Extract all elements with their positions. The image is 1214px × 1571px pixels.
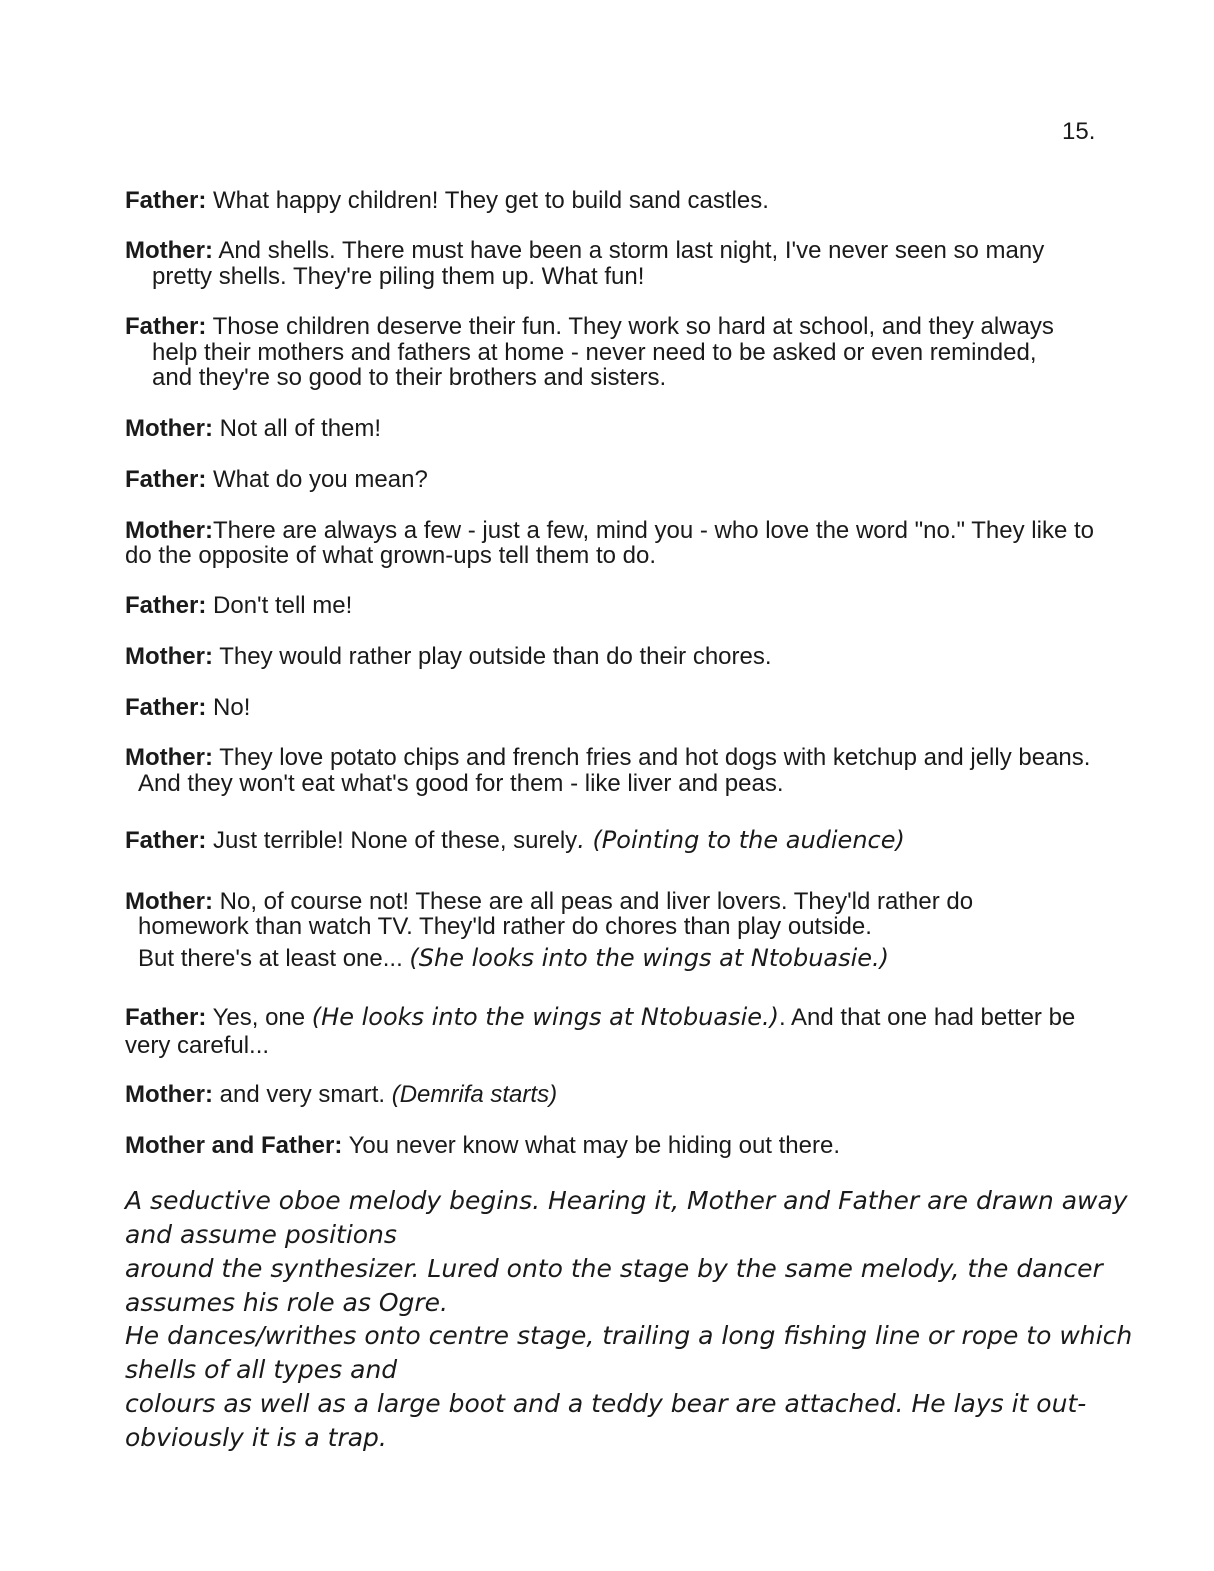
- dialogue-continuation: do the opposite of what grown-ups tell them to do.: [125, 542, 656, 569]
- dialogue-text: There are always a few - just a few, mind you - who love the word "no." They like to: [212, 517, 1094, 544]
- dialogue-text: Yes, one: [206, 1004, 312, 1031]
- dialogue-line: [125, 695, 250, 721]
- stage-direction-inline: (He looks into the wings at Ntobuasie.): [311, 1003, 780, 1031]
- stage-direction-inline: (Demrifa starts): [391, 1081, 558, 1108]
- speaker-name: Father:: [125, 827, 207, 854]
- dialogue-text: What do you mean?: [206, 466, 428, 493]
- speaker-name: Mother:: [125, 888, 213, 915]
- speaker-name: Father:: [125, 313, 207, 340]
- dialogue-text: Just terrible! None of these, surely: [206, 827, 578, 854]
- dialogue-line: [125, 416, 381, 442]
- dialogue-line: [125, 745, 1090, 771]
- dialogue-continuation: pretty shells. They're piling them up. What fun!: [152, 263, 645, 290]
- dialogue-line: [125, 593, 352, 619]
- speaker-name: Mother:: [125, 237, 213, 264]
- dialogue-continuation: very careful...: [125, 1032, 270, 1059]
- dialogue-text: Those children deserve their fun. They work so hard at school, and they always: [206, 313, 1054, 340]
- dialogue-continuation: homework than watch TV. They'ld rather do chores than play outside.: [138, 913, 872, 940]
- stage-direction-line: colours as well as a large boot and a teddy bear are attached. He lays it out-: [125, 1389, 1087, 1418]
- stage-direction-line: shells of all types and: [125, 1355, 398, 1384]
- dialogue-line: [125, 1082, 557, 1108]
- dialogue-text: No, of course not! These are all peas and liver lovers. They'ld rather do: [212, 888, 974, 915]
- speaker-name: Father:: [125, 466, 207, 493]
- dialogue-text: They love potato chips and french fries and hot dogs with ketchup and jelly beans.: [212, 744, 1091, 771]
- dialogue-line: [125, 188, 769, 214]
- stage-direction-inline: . (Pointing to the audience): [577, 826, 905, 854]
- dialogue-text: and very smart.: [212, 1081, 392, 1108]
- stage-direction-line: assumes his role as Ogre.: [125, 1288, 448, 1317]
- dialogue-text: What happy children! They get to build sand castles.: [206, 187, 769, 214]
- stage-direction-line: and assume positions: [125, 1220, 397, 1249]
- speaker-name: Mother:: [125, 1081, 213, 1108]
- page-number: 15.: [1062, 118, 1096, 145]
- speaker-name: Father:: [125, 694, 207, 721]
- speaker-name: Father:: [125, 187, 207, 214]
- dialogue-text: You never know what may be hiding out there.: [342, 1132, 841, 1159]
- dialogue-line: [125, 827, 905, 854]
- speaker-name: Mother:: [125, 415, 213, 442]
- dialogue-line: [125, 889, 973, 915]
- dialogue-line: [125, 314, 1054, 340]
- dialogue-line: [125, 518, 1094, 544]
- dialogue-line: [125, 1133, 840, 1159]
- dialogue-continuation: and they're so good to their brothers and sisters.: [152, 364, 667, 391]
- dialogue-text: Don't tell me!: [206, 592, 353, 619]
- speaker-name: Father:: [125, 1004, 207, 1031]
- dialogue-line: [125, 1004, 1075, 1031]
- dialogue-text: No!: [206, 694, 251, 721]
- stage-direction-line: obviously it is a trap.: [125, 1423, 387, 1452]
- speaker-name: Mother and Father:: [125, 1132, 343, 1159]
- dialogue-text: . And that one had better be: [779, 1004, 1076, 1031]
- stage-direction-line: He dances/writhes onto centre stage, trailing a long fishing line or rope to which: [125, 1321, 1133, 1350]
- dialogue-text: And shells. There must have been a storm last night, I've never seen so many: [212, 237, 1045, 264]
- speaker-name: Mother:: [125, 744, 213, 771]
- dialogue-line: [125, 644, 772, 670]
- speaker-name: Father:: [125, 592, 207, 619]
- speaker-name: Mother:: [125, 643, 213, 670]
- dialogue-text: But there's at least one...: [138, 945, 410, 972]
- dialogue-line: [125, 238, 1044, 264]
- dialogue-continuation: help their mothers and fathers at home - never need to be asked or even reminded,: [152, 339, 1037, 366]
- dialogue-continuation: [138, 945, 889, 972]
- dialogue-line: [125, 467, 428, 493]
- dialogue-text: Not all of them!: [212, 415, 382, 442]
- stage-direction-inline: (She looks into the wings at Ntobuasie.): [409, 944, 890, 972]
- stage-direction-line: around the synthesizer. Lured onto the stage by the same melody, the dancer: [125, 1254, 1103, 1283]
- dialogue-text: They would rather play outside than do their chores.: [212, 643, 772, 670]
- speaker-name: Mother:: [125, 517, 213, 544]
- stage-direction-line: A seductive oboe melody begins. Hearing it, Mother and Father are drawn away: [125, 1186, 1128, 1215]
- dialogue-continuation: And they won't eat what's good for them - like liver and peas.: [138, 770, 784, 797]
